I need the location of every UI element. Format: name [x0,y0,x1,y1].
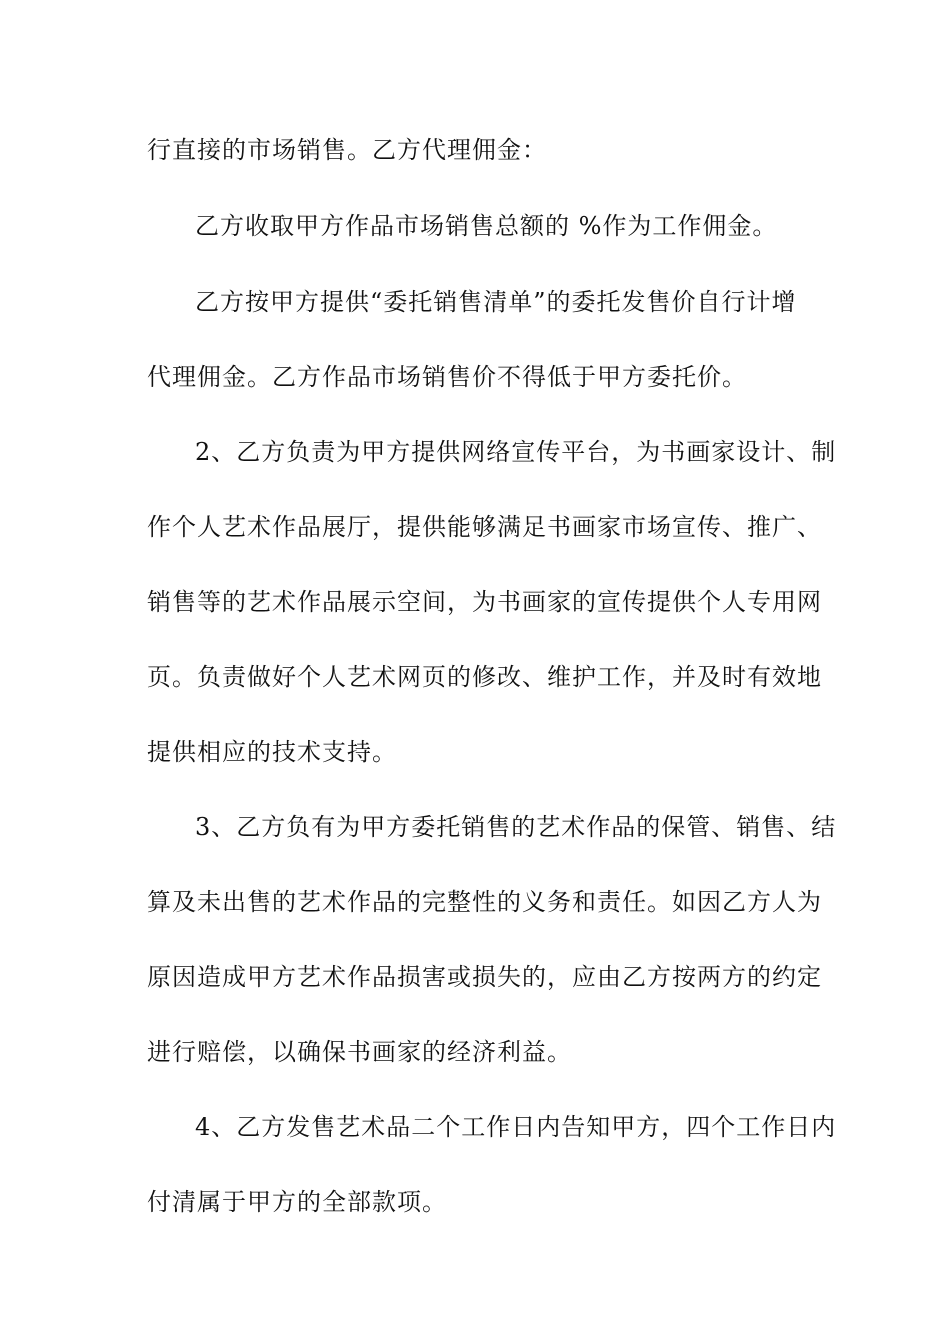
text-line: 页。负责做好个人艺术网页的修改、维护工作，并及时有效地 [147,663,822,691]
text-line: 2、乙方负责为甲方提供网络宣传平台，为书画家设计、制 [195,438,837,466]
text-line: 3、乙方负有为甲方委托销售的艺术作品的保管、销售、结 [195,813,837,841]
text-line: 乙方按甲方提供“委托销售清单”的委托发售价自行计增 [195,288,797,316]
text-line: 进行赔偿，以确保书画家的经济利益。 [147,1038,572,1066]
text-line: 销售等的艺术作品展示空间，为书画家的宣传提供个人专用网 [147,588,822,616]
text-line: 代理佣金。乙方作品市场销售价不得低于甲方委托价。 [147,363,747,391]
text-line: 原因造成甲方艺术作品损害或损失的，应由乙方按两方的约定 [147,963,822,991]
text-line: 算及未出售的艺术作品的完整性的义务和责任。如因乙方人为 [147,888,822,916]
text-line: 提供相应的技术支持。 [147,738,397,766]
text-line: 4、乙方发售艺术品二个工作日内告知甲方，四个工作日内 [195,1113,837,1141]
text-line: 作个人艺术作品展厅，提供能够满足书画家市场宣传、推广、 [147,513,822,541]
text-line: 行直接的市场销售。乙方代理佣金： [147,136,547,164]
text-line: 付清属于甲方的全部款项。 [147,1188,447,1216]
text-line: 乙方收取甲方作品市场销售总额的 %作为工作佣金。 [195,212,778,240]
